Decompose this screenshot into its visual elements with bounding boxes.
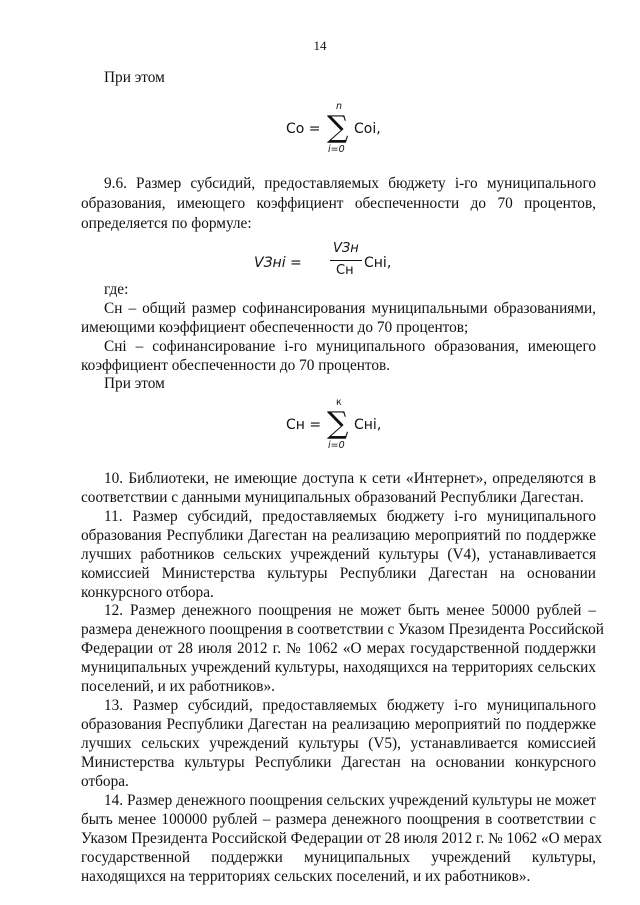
fraction-numerator: VЗн bbox=[333, 241, 359, 256]
text-line: 12. Размер денежного поощрения не может быть менее 50000 рублей – bbox=[104, 602, 596, 619]
formula-lhs: Сн = bbox=[286, 417, 322, 433]
text-line: отбора. bbox=[81, 773, 129, 790]
sigma-symbol: ∑ bbox=[327, 110, 349, 145]
text-line: При этом bbox=[104, 69, 165, 86]
text-line: комиссией Министерства культуры Республики Дагестан на основании bbox=[81, 565, 596, 582]
sum-upper-limit: n bbox=[336, 101, 343, 112]
text-line: Сн – общий размер софинансирования муниципальными образованиями, bbox=[104, 300, 596, 317]
text-line: поселений, и их работников». bbox=[81, 678, 276, 695]
text-line: Снi – софинансирование i-го муниципального образования, имеющего bbox=[104, 338, 596, 355]
formula-term: Coi, bbox=[354, 121, 381, 137]
text-line: коэффициент обеспеченности до 70 процентов. bbox=[81, 357, 391, 374]
text-line: образования Республики Дагестан на реализацию мероприятий по поддержке bbox=[81, 527, 596, 544]
sum-lower-limit: i=0 bbox=[328, 144, 345, 155]
text-line: образования Республики Дагестан на реализацию мероприятий по поддержке bbox=[81, 716, 596, 733]
fraction-bar bbox=[330, 260, 362, 261]
fraction-denominator: Сн bbox=[336, 263, 354, 278]
formula-term: Снi, bbox=[354, 417, 382, 433]
text-line: имеющими коэффициент обеспеченности до 70 процентов; bbox=[81, 319, 469, 336]
sum-lower-limit: i=0 bbox=[328, 440, 345, 451]
sum-upper-limit: к bbox=[336, 397, 342, 408]
text-line: 9.6. Размер субсидий, предоставляемых бюджету i-го муниципального bbox=[104, 175, 596, 192]
text-line: 13. Размер субсидий, предоставляемых бюджету i-го муниципального bbox=[104, 697, 596, 714]
text-line: 11. Размер субсидий, предоставляемых бюджету i-го муниципального bbox=[104, 508, 596, 525]
text-line: Министерства культуры Республики Дагестан на основании конкурсного bbox=[81, 754, 596, 771]
text-line: При этом bbox=[104, 375, 165, 392]
page-number: 14 bbox=[313, 38, 327, 53]
text-line: образования, имеющего коэффициент обеспеченности до 70 процентов, bbox=[81, 195, 596, 212]
formula-term: Снi, bbox=[364, 255, 392, 271]
text-line: размера денежного поощрения в соответствии с Указом Президента Российской bbox=[81, 621, 604, 638]
text-line: где: bbox=[104, 281, 129, 298]
text-line: лучших работников сельских учреждений культуры (V4), устанавливается bbox=[81, 546, 596, 563]
formula-lhs: Co = bbox=[286, 121, 321, 137]
text-line: Федерации от 28 июля 2012 г. № 1062 «О мерах государственной поддержки bbox=[81, 640, 596, 657]
sigma-symbol: ∑ bbox=[327, 406, 349, 441]
text-line: соответствии с данными муниципальных образований Республики Дагестан. bbox=[81, 489, 584, 506]
text-line: конкурсного отбора. bbox=[81, 584, 214, 601]
text-line: муниципальных учреждений культуры, находящихся на территориях сельских bbox=[81, 659, 596, 676]
text-line: определяется по формуле: bbox=[81, 215, 252, 232]
text-line: лучших сельских учреждений культуры (V5), устанавливается комиссией bbox=[81, 735, 596, 752]
text-line: быть менее 100000 рублей – размера денежного поощрения в соответствии с bbox=[81, 811, 596, 828]
text-line: 14. Размер денежного поощрения сельских учреждений культуры не может bbox=[104, 792, 596, 809]
text-line: 10. Библиотеки, не имеющие доступа к сети «Интернет», определяются в bbox=[104, 470, 596, 487]
text-line: Указом Президента Российской Федерации от 28 июля 2012 г. № 1062 «О мерах bbox=[81, 830, 603, 847]
text-line: находящихся на территориях сельских поселений, и их работников». bbox=[81, 868, 531, 885]
formula-lhs: VЗнi = bbox=[254, 255, 302, 271]
text-line: государственной поддержки муниципальных учреждений культуры, bbox=[81, 849, 596, 866]
